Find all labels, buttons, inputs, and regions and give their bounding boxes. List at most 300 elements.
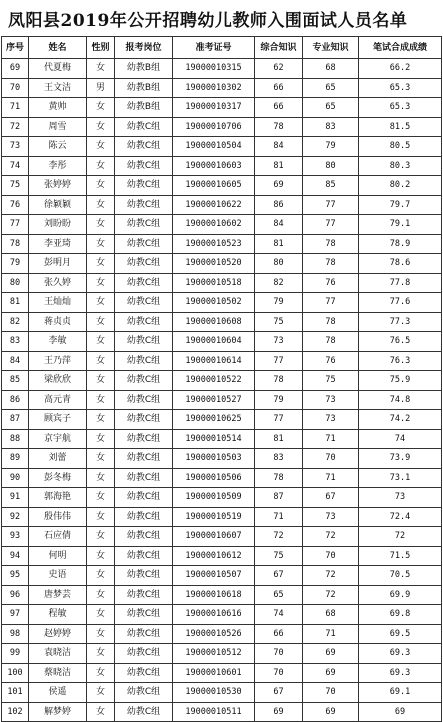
- cell-professional-knowledge: 72: [303, 585, 359, 605]
- cell-exam-id: 19000010502: [173, 293, 255, 313]
- cell-combined-score: 65.3: [359, 98, 442, 118]
- cell-general-knowledge: 75: [255, 546, 303, 566]
- cell-gender: 女: [87, 663, 115, 683]
- table-row: [2, 117, 442, 137]
- cell-index: 87: [2, 410, 29, 430]
- cell-name: 侯遥: [29, 683, 87, 703]
- cell-index: 88: [2, 429, 29, 449]
- cell-professional-knowledge: 85: [303, 176, 359, 196]
- cell-gender: 女: [87, 98, 115, 118]
- cell-general-knowledge: 62: [255, 59, 303, 79]
- cell-index: 97: [2, 605, 29, 625]
- column-header-combined-score: 笔试合成成绩: [359, 37, 442, 59]
- cell-general-knowledge: 81: [255, 156, 303, 176]
- cell-index: 84: [2, 351, 29, 371]
- cell-exam-id: 19000010601: [173, 663, 255, 683]
- cell-gender: 女: [87, 117, 115, 137]
- cell-position: 幼教C组: [115, 312, 173, 332]
- cell-index: 100: [2, 663, 29, 683]
- cell-index: 74: [2, 156, 29, 176]
- table-row: [2, 566, 442, 586]
- cell-gender: 女: [87, 293, 115, 313]
- cell-exam-id: 19000010602: [173, 215, 255, 235]
- cell-professional-knowledge: 83: [303, 117, 359, 137]
- cell-position: 幼教C组: [115, 468, 173, 488]
- cell-name: 周雪: [29, 117, 87, 137]
- cell-gender: 女: [87, 156, 115, 176]
- cell-position: 幼教C组: [115, 507, 173, 527]
- cell-gender: 女: [87, 273, 115, 293]
- cell-professional-knowledge: 73: [303, 410, 359, 430]
- cell-general-knowledge: 86: [255, 195, 303, 215]
- table-row: [2, 98, 442, 118]
- cell-gender: 女: [87, 410, 115, 430]
- cell-gender: 女: [87, 332, 115, 352]
- candidate-table: [1, 36, 442, 722]
- cell-exam-id: 19000010622: [173, 195, 255, 215]
- table-row: [2, 585, 442, 605]
- column-header-exam-id: 准考证号: [173, 37, 255, 59]
- cell-name: 顾宾子: [29, 410, 87, 430]
- cell-index: 78: [2, 234, 29, 254]
- cell-position: 幼教C组: [115, 293, 173, 313]
- cell-exam-id: 19000010526: [173, 624, 255, 644]
- table-row: [2, 663, 442, 683]
- cell-index: 79: [2, 254, 29, 274]
- cell-professional-knowledge: 69: [303, 663, 359, 683]
- cell-position: 幼教B组: [115, 78, 173, 98]
- cell-index: 76: [2, 195, 29, 215]
- cell-general-knowledge: 78: [255, 117, 303, 137]
- cell-combined-score: 79.7: [359, 195, 442, 215]
- cell-gender: 女: [87, 195, 115, 215]
- cell-exam-id: 19000010503: [173, 449, 255, 469]
- cell-professional-knowledge: 69: [303, 644, 359, 664]
- column-header-general-knowledge: 综合知识: [255, 37, 303, 59]
- cell-general-knowledge: 87: [255, 488, 303, 508]
- cell-combined-score: 74: [359, 429, 442, 449]
- cell-exam-id: 19000010625: [173, 410, 255, 430]
- cell-combined-score: 78.6: [359, 254, 442, 274]
- cell-combined-score: 72.4: [359, 507, 442, 527]
- cell-position: 幼教C组: [115, 546, 173, 566]
- cell-general-knowledge: 74: [255, 605, 303, 625]
- table-row: [2, 293, 442, 313]
- cell-gender: 女: [87, 371, 115, 391]
- cell-position: 幼教C组: [115, 351, 173, 371]
- cell-name: 彭明月: [29, 254, 87, 274]
- cell-exam-id: 19000010511: [173, 702, 255, 722]
- cell-gender: 女: [87, 176, 115, 196]
- cell-position: 幼教C组: [115, 332, 173, 352]
- cell-name: 李亚琦: [29, 234, 87, 254]
- cell-exam-id: 19000010612: [173, 546, 255, 566]
- table-row: [2, 527, 442, 547]
- table-row: [2, 624, 442, 644]
- cell-general-knowledge: 82: [255, 273, 303, 293]
- cell-position: 幼教C组: [115, 527, 173, 547]
- cell-general-knowledge: 84: [255, 215, 303, 235]
- table-row: [2, 156, 442, 176]
- cell-exam-id: 19000010302: [173, 78, 255, 98]
- cell-position: 幼教C组: [115, 663, 173, 683]
- cell-general-knowledge: 81: [255, 234, 303, 254]
- cell-exam-id: 19000010618: [173, 585, 255, 605]
- cell-exam-id: 19000010530: [173, 683, 255, 703]
- cell-index: 72: [2, 117, 29, 137]
- cell-general-knowledge: 69: [255, 176, 303, 196]
- cell-general-knowledge: 83: [255, 449, 303, 469]
- table-row: [2, 234, 442, 254]
- cell-name: 李彤: [29, 156, 87, 176]
- cell-combined-score: 72: [359, 527, 442, 547]
- cell-exam-id: 19000010603: [173, 156, 255, 176]
- cell-professional-knowledge: 65: [303, 78, 359, 98]
- cell-combined-score: 80.3: [359, 156, 442, 176]
- table-row: [2, 702, 442, 722]
- cell-name: 王灿灿: [29, 293, 87, 313]
- table-row: [2, 195, 442, 215]
- cell-position: 幼教C组: [115, 371, 173, 391]
- cell-professional-knowledge: 70: [303, 683, 359, 703]
- table-row: [2, 59, 442, 79]
- cell-general-knowledge: 67: [255, 683, 303, 703]
- cell-professional-knowledge: 71: [303, 429, 359, 449]
- cell-combined-score: 66.2: [359, 59, 442, 79]
- cell-general-knowledge: 66: [255, 624, 303, 644]
- cell-professional-knowledge: 79: [303, 137, 359, 157]
- cell-combined-score: 69.3: [359, 663, 442, 683]
- cell-gender: 女: [87, 585, 115, 605]
- cell-professional-knowledge: 70: [303, 546, 359, 566]
- cell-gender: 女: [87, 351, 115, 371]
- cell-name: 石应倩: [29, 527, 87, 547]
- cell-general-knowledge: 66: [255, 98, 303, 118]
- table-row: [2, 488, 442, 508]
- cell-professional-knowledge: 78: [303, 332, 359, 352]
- cell-exam-id: 19000010614: [173, 351, 255, 371]
- cell-index: 92: [2, 507, 29, 527]
- cell-gender: 女: [87, 566, 115, 586]
- cell-professional-knowledge: 80: [303, 156, 359, 176]
- cell-combined-score: 74.2: [359, 410, 442, 430]
- cell-professional-knowledge: 68: [303, 605, 359, 625]
- cell-gender: 女: [87, 644, 115, 664]
- cell-general-knowledge: 67: [255, 566, 303, 586]
- cell-position: 幼教C组: [115, 702, 173, 722]
- cell-name: 代夏梅: [29, 59, 87, 79]
- cell-position: 幼教C组: [115, 566, 173, 586]
- cell-position: 幼教B组: [115, 98, 173, 118]
- cell-exam-id: 19000010507: [173, 566, 255, 586]
- cell-name: 彭冬梅: [29, 468, 87, 488]
- cell-combined-score: 76.3: [359, 351, 442, 371]
- cell-exam-id: 19000010706: [173, 117, 255, 137]
- cell-index: 82: [2, 312, 29, 332]
- cell-gender: 男: [87, 78, 115, 98]
- cell-general-knowledge: 73: [255, 332, 303, 352]
- table-row: [2, 683, 442, 703]
- cell-exam-id: 19000010607: [173, 527, 255, 547]
- column-header-position: 报考岗位: [115, 37, 173, 59]
- cell-general-knowledge: 78: [255, 468, 303, 488]
- cell-professional-knowledge: 76: [303, 351, 359, 371]
- cell-general-knowledge: 72: [255, 527, 303, 547]
- cell-position: 幼教C组: [115, 429, 173, 449]
- cell-name: 殷伟伟: [29, 507, 87, 527]
- cell-position: 幼教C组: [115, 683, 173, 703]
- cell-index: 86: [2, 390, 29, 410]
- cell-general-knowledge: 79: [255, 293, 303, 313]
- cell-combined-score: 73.9: [359, 449, 442, 469]
- cell-general-knowledge: 69: [255, 702, 303, 722]
- cell-general-knowledge: 77: [255, 351, 303, 371]
- cell-name: 陈云: [29, 137, 87, 157]
- cell-name: 刘盼盼: [29, 215, 87, 235]
- cell-professional-knowledge: 69: [303, 702, 359, 722]
- table-row: [2, 429, 442, 449]
- cell-combined-score: 75.9: [359, 371, 442, 391]
- table-row: [2, 468, 442, 488]
- cell-combined-score: 77.8: [359, 273, 442, 293]
- table-row: [2, 507, 442, 527]
- cell-combined-score: 76.5: [359, 332, 442, 352]
- cell-general-knowledge: 70: [255, 644, 303, 664]
- cell-position: 幼教C组: [115, 117, 173, 137]
- table-row: [2, 176, 442, 196]
- table-row: [2, 390, 442, 410]
- cell-name: 张婷婷: [29, 176, 87, 196]
- cell-index: 94: [2, 546, 29, 566]
- column-header-name: 姓名: [29, 37, 87, 59]
- cell-gender: 女: [87, 683, 115, 703]
- cell-gender: 女: [87, 449, 115, 469]
- column-header-professional-knowledge: 专业知识: [303, 37, 359, 59]
- cell-position: 幼教C组: [115, 137, 173, 157]
- cell-index: 73: [2, 137, 29, 157]
- table-row: [2, 351, 442, 371]
- cell-index: 98: [2, 624, 29, 644]
- cell-combined-score: 77.3: [359, 312, 442, 332]
- cell-name: 解梦婷: [29, 702, 87, 722]
- cell-professional-knowledge: 71: [303, 468, 359, 488]
- cell-professional-knowledge: 75: [303, 371, 359, 391]
- cell-index: 75: [2, 176, 29, 196]
- cell-professional-knowledge: 70: [303, 449, 359, 469]
- cell-combined-score: 69.5: [359, 624, 442, 644]
- cell-professional-knowledge: 68: [303, 59, 359, 79]
- column-header-index: 序号: [2, 37, 29, 59]
- cell-position: 幼教C组: [115, 273, 173, 293]
- cell-general-knowledge: 70: [255, 663, 303, 683]
- cell-professional-knowledge: 77: [303, 215, 359, 235]
- cell-name: 徐颖颖: [29, 195, 87, 215]
- cell-professional-knowledge: 71: [303, 624, 359, 644]
- cell-position: 幼教C组: [115, 156, 173, 176]
- cell-combined-score: 74.8: [359, 390, 442, 410]
- cell-combined-score: 70.5: [359, 566, 442, 586]
- cell-index: 89: [2, 449, 29, 469]
- cell-index: 101: [2, 683, 29, 703]
- cell-exam-id: 19000010315: [173, 59, 255, 79]
- cell-exam-id: 19000010605: [173, 176, 255, 196]
- cell-index: 71: [2, 98, 29, 118]
- cell-position: 幼教C组: [115, 488, 173, 508]
- cell-general-knowledge: 78: [255, 371, 303, 391]
- cell-exam-id: 19000010512: [173, 644, 255, 664]
- cell-name: 京宇航: [29, 429, 87, 449]
- cell-name: 王乃萍: [29, 351, 87, 371]
- cell-position: 幼教C组: [115, 585, 173, 605]
- cell-position: 幼教C组: [115, 234, 173, 254]
- cell-gender: 女: [87, 429, 115, 449]
- cell-gender: 女: [87, 468, 115, 488]
- cell-exam-id: 19000010506: [173, 468, 255, 488]
- table-row: [2, 449, 442, 469]
- cell-exam-id: 19000010523: [173, 234, 255, 254]
- cell-combined-score: 69.8: [359, 605, 442, 625]
- cell-name: 唐梦芸: [29, 585, 87, 605]
- cell-index: 80: [2, 273, 29, 293]
- cell-index: 99: [2, 644, 29, 664]
- cell-position: 幼教C组: [115, 410, 173, 430]
- cell-gender: 女: [87, 234, 115, 254]
- cell-name: 刘蕾: [29, 449, 87, 469]
- cell-index: 83: [2, 332, 29, 352]
- cell-gender: 女: [87, 624, 115, 644]
- table-row: [2, 605, 442, 625]
- cell-combined-score: 77.6: [359, 293, 442, 313]
- cell-position: 幼教C组: [115, 254, 173, 274]
- cell-position: 幼教B组: [115, 59, 173, 79]
- cell-gender: 女: [87, 312, 115, 332]
- cell-exam-id: 19000010519: [173, 507, 255, 527]
- cell-gender: 女: [87, 137, 115, 157]
- cell-professional-knowledge: 78: [303, 312, 359, 332]
- table-row: [2, 137, 442, 157]
- cell-exam-id: 19000010522: [173, 371, 255, 391]
- table-row: [2, 78, 442, 98]
- table-row: [2, 332, 442, 352]
- cell-gender: 女: [87, 605, 115, 625]
- cell-general-knowledge: 65: [255, 585, 303, 605]
- cell-combined-score: 81.5: [359, 117, 442, 137]
- cell-general-knowledge: 66: [255, 78, 303, 98]
- cell-combined-score: 79.1: [359, 215, 442, 235]
- cell-exam-id: 19000010509: [173, 488, 255, 508]
- cell-general-knowledge: 71: [255, 507, 303, 527]
- cell-combined-score: 65.3: [359, 78, 442, 98]
- cell-name: 蔡晓洁: [29, 663, 87, 683]
- cell-gender: 女: [87, 702, 115, 722]
- cell-index: 77: [2, 215, 29, 235]
- cell-gender: 女: [87, 507, 115, 527]
- table-row: [2, 273, 442, 293]
- cell-position: 幼教C组: [115, 390, 173, 410]
- table-row: [2, 410, 442, 430]
- cell-name: 高元青: [29, 390, 87, 410]
- cell-general-knowledge: 84: [255, 137, 303, 157]
- cell-general-knowledge: 80: [255, 254, 303, 274]
- cell-general-knowledge: 75: [255, 312, 303, 332]
- cell-professional-knowledge: 65: [303, 98, 359, 118]
- cell-position: 幼教C组: [115, 605, 173, 625]
- cell-gender: 女: [87, 527, 115, 547]
- cell-combined-score: 69: [359, 702, 442, 722]
- cell-professional-knowledge: 73: [303, 507, 359, 527]
- cell-professional-knowledge: 77: [303, 195, 359, 215]
- cell-gender: 女: [87, 59, 115, 79]
- cell-combined-score: 73: [359, 488, 442, 508]
- table-header-row: [2, 37, 442, 59]
- cell-position: 幼教C组: [115, 176, 173, 196]
- cell-name: 史语: [29, 566, 87, 586]
- cell-professional-knowledge: 72: [303, 566, 359, 586]
- cell-gender: 女: [87, 390, 115, 410]
- cell-position: 幼教C组: [115, 215, 173, 235]
- cell-index: 93: [2, 527, 29, 547]
- cell-index: 90: [2, 468, 29, 488]
- cell-name: 李敏: [29, 332, 87, 352]
- cell-combined-score: 69.9: [359, 585, 442, 605]
- cell-gender: 女: [87, 488, 115, 508]
- table-row: [2, 371, 442, 391]
- cell-combined-score: 73.1: [359, 468, 442, 488]
- cell-exam-id: 19000010504: [173, 137, 255, 157]
- table-row: [2, 254, 442, 274]
- cell-index: 95: [2, 566, 29, 586]
- table-row: [2, 644, 442, 664]
- document-title: 凤阳县2019年公开招聘幼儿教师入围面试人员名单: [8, 10, 408, 31]
- cell-index: 85: [2, 371, 29, 391]
- cell-exam-id: 19000010520: [173, 254, 255, 274]
- cell-name: 梁欣欣: [29, 371, 87, 391]
- cell-index: 81: [2, 293, 29, 313]
- column-header-gender: 性别: [87, 37, 115, 59]
- table-row: [2, 546, 442, 566]
- cell-index: 91: [2, 488, 29, 508]
- cell-professional-knowledge: 78: [303, 234, 359, 254]
- cell-position: 幼教C组: [115, 449, 173, 469]
- cell-professional-knowledge: 67: [303, 488, 359, 508]
- cell-exam-id: 19000010616: [173, 605, 255, 625]
- cell-name: 赵婷婷: [29, 624, 87, 644]
- cell-index: 96: [2, 585, 29, 605]
- cell-position: 幼教C组: [115, 195, 173, 215]
- cell-gender: 女: [87, 215, 115, 235]
- cell-exam-id: 19000010527: [173, 390, 255, 410]
- cell-name: 王文洁: [29, 78, 87, 98]
- cell-gender: 女: [87, 254, 115, 274]
- cell-name: 程敏: [29, 605, 87, 625]
- cell-exam-id: 19000010604: [173, 332, 255, 352]
- cell-exam-id: 19000010317: [173, 98, 255, 118]
- cell-combined-score: 69.1: [359, 683, 442, 703]
- cell-exam-id: 19000010608: [173, 312, 255, 332]
- cell-professional-knowledge: 73: [303, 390, 359, 410]
- cell-name: 张久婷: [29, 273, 87, 293]
- cell-combined-score: 80.2: [359, 176, 442, 196]
- cell-name: 袁晓洁: [29, 644, 87, 664]
- cell-index: 69: [2, 59, 29, 79]
- cell-general-knowledge: 81: [255, 429, 303, 449]
- table-row: [2, 312, 442, 332]
- cell-combined-score: 71.5: [359, 546, 442, 566]
- cell-index: 102: [2, 702, 29, 722]
- cell-name: 蒋贞贞: [29, 312, 87, 332]
- cell-name: 郭海艳: [29, 488, 87, 508]
- cell-combined-score: 69.3: [359, 644, 442, 664]
